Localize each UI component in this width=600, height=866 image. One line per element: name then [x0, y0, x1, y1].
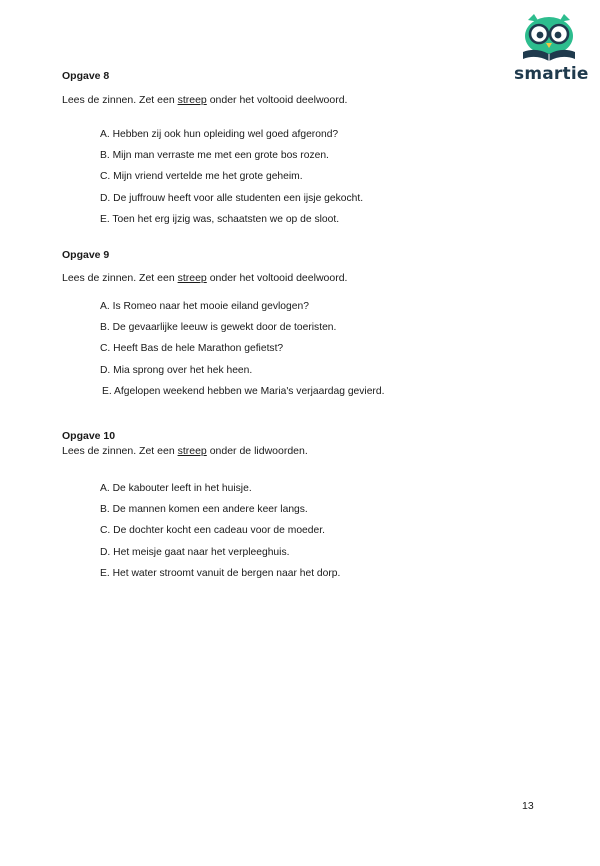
sentence-list [100, 300, 385, 406]
sentence-item: B. Mijn man verraste me met een grote bos rozen. [100, 150, 329, 162]
sentence-list [100, 482, 340, 588]
instruction-underlined-word: streep [177, 445, 207, 457]
sentence-item: C. Heeft Bas de hele Marathon gefietst? [100, 343, 284, 355]
sentence-item: D. Mia sprong over het hek heen. [100, 364, 253, 376]
instruction-text: Lees de zinnen. Zet een [62, 445, 178, 457]
exercise-instruction [62, 94, 347, 106]
sentence-item: E. Afgelopen weekend hebben we Maria's verjaardag gevierd. [102, 385, 385, 397]
sentence-item: E. Toen het erg ijzig was, schaatsten we op de sloot. [100, 213, 340, 225]
exercise-title: Opgave 8 [62, 70, 110, 82]
sentence-item: B. De gevaarlijke leeuw is gewekt door de toeristen. [100, 322, 337, 334]
sentence-item: E. Het water stroomt vanuit de bergen naar het dorp. [100, 567, 341, 579]
exercise-8 [62, 70, 542, 225]
exercise-instruction [62, 445, 308, 457]
sentence-item: D. Het meisje gaat naar het verpleeghuis. [100, 546, 290, 558]
logo-wordmark: smartie [514, 64, 589, 84]
instruction-underlined-word: streep [177, 94, 207, 106]
instruction-text: Lees de zinnen. Zet een [62, 272, 178, 284]
exercise-9 [62, 249, 542, 397]
sentence-item: B. De mannen komen een andere keer langs. [100, 504, 308, 516]
sentence-item: A. Is Romeo naar het mooie eiland gevlogen? [100, 301, 309, 312]
instruction-text: onder de lidwoorden. [206, 445, 308, 457]
sentence-list [100, 128, 363, 234]
exercise-title: Opgave 9 [62, 249, 110, 261]
owl-book-icon [514, 12, 584, 64]
sentence-item: A. De kabouter leeft in het huisje. [100, 483, 252, 494]
sentence-item: C. De dochter kocht een cadeau voor de moeder. [100, 525, 325, 537]
exercise-instruction [62, 272, 347, 284]
instruction-text: onder het voltooid deelwoord. [206, 272, 348, 284]
exercise-title: Opgave 10 [62, 430, 116, 442]
instruction-text: Lees de zinnen. Zet een [62, 94, 178, 106]
page-number: 13 [522, 800, 534, 812]
sentence-item: A. Hebben zij ook hun opleiding wel goed afgerond? [100, 129, 339, 140]
exercise-10 [62, 430, 542, 579]
sentence-item: C. Mijn vriend vertelde me het grote geheim. [100, 171, 303, 183]
instruction-text: onder het voltooid deelwoord. [206, 94, 348, 106]
sentence-item: D. De juffrouw heeft voor alle studenten een ijsje gekocht. [100, 192, 364, 204]
instruction-underlined-word: streep [177, 272, 207, 284]
